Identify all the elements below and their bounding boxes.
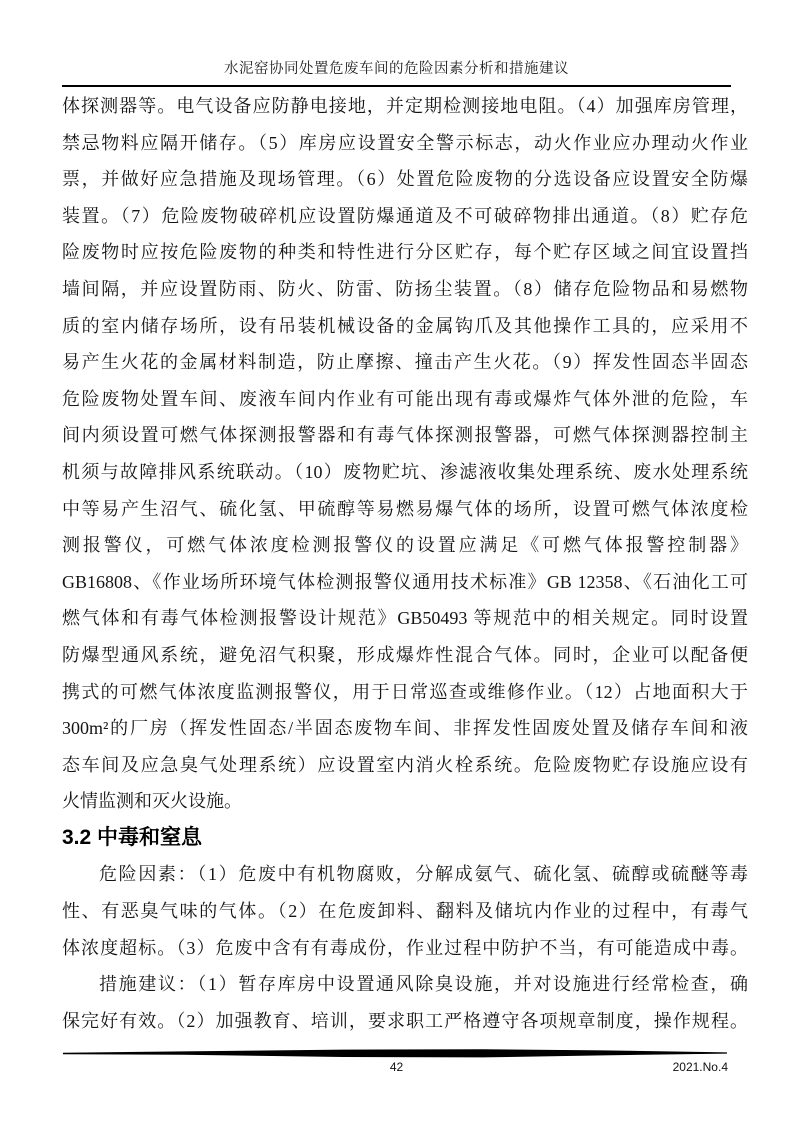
text-line: 中等易产生沼气、硫化氢、甲硫醇等易燃易爆气体的场所，设置可燃气体浓度检 bbox=[62, 498, 748, 519]
running-header-title: 水泥窑协同处置危废车间的危险因素分析和措施建议 bbox=[224, 61, 569, 77]
header-rule bbox=[62, 85, 731, 87]
section-heading: 3.2 中毒和窒息 bbox=[62, 825, 203, 849]
text-line: 禁忌物料应隔开储存。（5）库房应设置安全警示标志，动火作业应办理动火作业 bbox=[62, 132, 748, 153]
text-line: 危险因素：（1）危废中有机物腐败，分解成氨气、硫化氢、硫醇或硫醚等毒 bbox=[99, 864, 748, 885]
text-line: 易产生火花的金属材料制造，防止摩擦、撞击产生火花。（9）挥发性固态半固态 bbox=[62, 352, 748, 373]
text-line: 保完好有效。（2）加强教育、培训，要求职工严格遵守各项规章制度，操作规程。 bbox=[62, 1010, 748, 1031]
text-line: 防爆型通风系统，避免沼气积聚，形成爆炸性混合气体。同时，企业可以配备便 bbox=[62, 644, 748, 665]
text-line: 体探测器等。电气设备应防静电接地，并定期检测接地电阻。（4）加强库房管理， bbox=[62, 96, 748, 116]
text-line: 燃气体和有毒气体检测报警设计规范》GB50493 等规范中的相关规定。同时设置 bbox=[62, 608, 748, 629]
issue-number: 2021.No.4 bbox=[672, 1060, 728, 1074]
text-line: 300m²的厂房（挥发性固态/半固态废物车间、非挥发性固废处置及储存车间和液 bbox=[62, 718, 748, 739]
footer-rule-bar bbox=[63, 1049, 727, 1058]
text-line: GB16808、《作业场所环境气体检测报警仪通用技术标准》GB 12358、《石油化工可 bbox=[62, 571, 748, 592]
text-line: 机须与故障排风系统联动。（10）废物贮坑、渗滤液收集处理系统、废水处理系统 bbox=[62, 461, 748, 482]
article-body bbox=[62, 88, 748, 1039]
text-line: 测报警仪，可燃气体浓度检测报警仪的设置应满足《可燃气体报警控制器》 bbox=[62, 535, 748, 556]
page-number: 42 bbox=[389, 1060, 404, 1074]
text-line: 危险废物处置车间、废液车间内作业有可能出现有毒或爆炸气体外泄的危险，车 bbox=[62, 388, 748, 409]
text-line: 质的室内储存场所，设有吊装机械设备的金属钩爪及其他操作工具的，应采用不 bbox=[62, 315, 748, 336]
text-line: 体浓度超标。（3）危废中含有有毒成份，作业过程中防护不当，有可能造成中毒。 bbox=[62, 937, 748, 958]
text-line: 携式的可燃气体浓度监测报警仪，用于日常巡查或维修作业。（12）占地面积大于 bbox=[62, 681, 748, 702]
text-line: 措施建议：（1）暂存库房中设置通风除臭设施，并对设施进行经常检查，确 bbox=[99, 974, 748, 995]
text-line: 性、有恶臭气味的气体。（2）在危废卸料、翻料及储坑内作业的过程中，有毒气 bbox=[62, 901, 748, 922]
text-line: 墙间隔，并应设置防雨、防火、防雷、防扬尘装置。（8）储存危险物品和易燃物 bbox=[62, 278, 748, 299]
text-line: 间内须设置可燃气体探测报警器和有毒气体探测报警器，可燃气体探测器控制主 bbox=[62, 425, 748, 446]
text-line: 票，并做好应急措施及现场管理。（6）处置危险废物的分选设备应设置安全防爆 bbox=[62, 169, 748, 190]
text-line: 态车间及应急臭气处理系统）应设置室内消火栓系统。危险废物贮存设施应设有 bbox=[62, 754, 748, 775]
text-line: 险废物时应按危险废物的种类和特性进行分区贮存，每个贮存区域之间宜设置挡 bbox=[62, 242, 748, 263]
text-line: 装置。（7）危险废物破碎机应设置防爆通道及不可破碎物排出通道。（8）贮存危 bbox=[62, 205, 748, 226]
text-line: 火情监测和灭火设施。 bbox=[62, 791, 242, 812]
